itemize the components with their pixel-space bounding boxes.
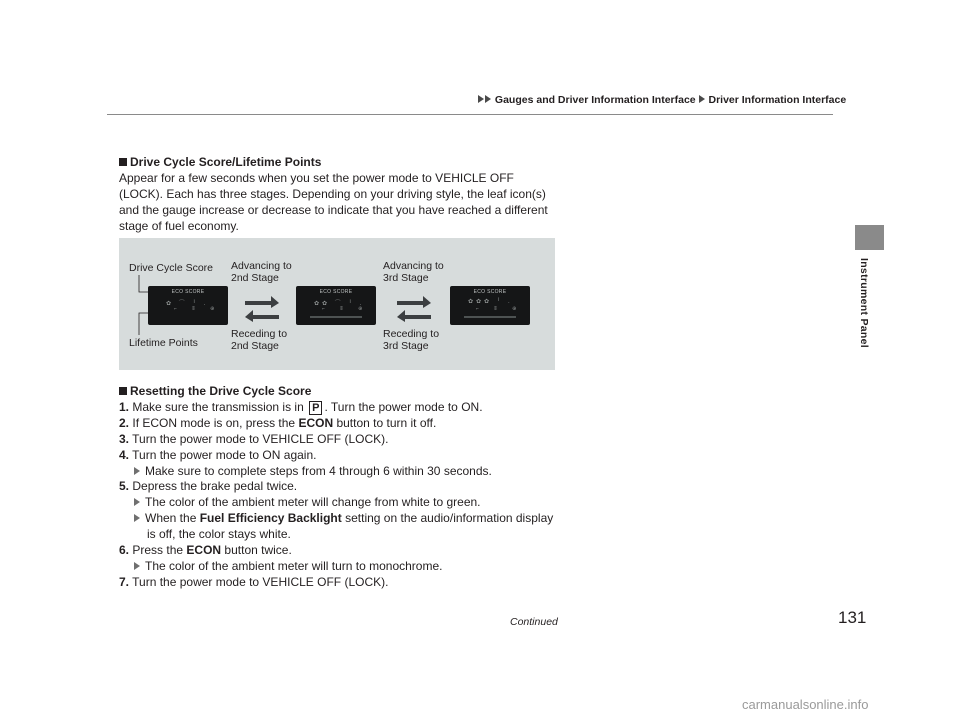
section-heading xyxy=(119,155,559,171)
breadcrumb-part-1[interactable]: Gauges and Driver Information Interface xyxy=(494,94,696,106)
breadcrumb xyxy=(478,94,846,106)
step-5-note-2-cont: is off, the color stays white. xyxy=(147,527,291,542)
gauge-icons: ⌐ ʬ ⊕ xyxy=(476,306,524,312)
park-key-icon: P xyxy=(309,401,322,415)
page-number: 131 xyxy=(838,608,867,627)
eco-score-figure xyxy=(119,238,555,370)
section-heading-text: Resetting the Drive Cycle Score xyxy=(130,384,312,398)
note-arrow-icon xyxy=(134,562,140,570)
screen-title: ECO SCORE xyxy=(171,289,205,295)
section-heading-text: Drive Cycle Score/Lifetime Points xyxy=(130,155,322,169)
section-heading xyxy=(119,384,589,400)
label-advancing-3rd: Advancing to 3rd Stage xyxy=(383,260,444,284)
breadcrumb-part-2[interactable]: Driver Information Interface xyxy=(708,94,847,106)
gauge-icons: ⌐ ʬ ⊕ xyxy=(174,306,222,312)
gauge-bar xyxy=(310,316,362,318)
setting-name: Fuel Efficiency Backlight xyxy=(199,511,342,526)
square-bullet-icon xyxy=(119,158,127,166)
step-5-note-2: When the Fuel Efficiency Backlight setting on the audio/information display xyxy=(119,511,589,527)
breadcrumb-arrow-icon xyxy=(485,95,491,103)
gauge-bar xyxy=(464,316,516,318)
note-arrow-icon xyxy=(134,514,140,522)
step-5: 5. Depress the brake pedal twice. xyxy=(119,479,298,494)
label-drive-cycle-score: Drive Cycle Score xyxy=(129,262,214,274)
screen-title: ECO SCORE xyxy=(319,289,353,295)
gauge-icons: ⌐ ʬ ⊕ xyxy=(322,306,370,312)
step-2: 2. If ECON mode is on, press the ECON button to turn it off. xyxy=(119,415,437,430)
step-6: 6. Press the ECON button twice. xyxy=(119,543,292,558)
step-1: 1. Make sure the transmission is in P . Turn the power mode to ON. xyxy=(119,399,483,414)
reset-section xyxy=(119,384,589,591)
label-lifetime-points: Lifetime Points xyxy=(129,337,198,349)
swap-arrows-icon xyxy=(243,294,281,322)
square-bullet-icon xyxy=(119,387,127,395)
label-receding-2nd: Receding to 2nd Stage xyxy=(231,328,288,352)
screen-title: ECO SCORE xyxy=(473,289,507,295)
econ-button-name: ECON xyxy=(186,543,222,558)
drive-cycle-section xyxy=(119,155,559,235)
step-4-note: Make sure to complete steps from 4 through 6 within 30 seconds. xyxy=(119,464,589,480)
leaf-icons: ✿✿✿ ╵ . xyxy=(468,299,513,305)
note-arrow-icon xyxy=(134,498,140,506)
header-rule xyxy=(107,114,833,115)
step-7: 7. Turn the power mode to VEHICLE OFF (LOCK). xyxy=(119,574,389,589)
label-receding-3rd: Receding to 3rd Stage xyxy=(383,328,440,352)
breadcrumb-arrow-icon xyxy=(478,95,484,103)
label-advancing-2nd: Advancing to 2nd Stage xyxy=(231,260,292,284)
chapter-tab-label: Instrument Panel xyxy=(858,258,870,348)
leaf-icons: ✿✿ ⌒ ╵ . xyxy=(314,301,365,307)
step-4: 4. Turn the power mode to ON again. xyxy=(119,447,317,462)
note-arrow-icon xyxy=(134,467,140,475)
eco-score-screen-stage-3 xyxy=(450,286,530,325)
continued-label: Continued xyxy=(510,616,558,628)
step-6-note: The color of the ambient meter will turn to monochrome. xyxy=(119,559,589,575)
section-body: Appear for a few seconds when you set the power mode to VEHICLE OFF (LOCK). Each has three stages. Depending on your driving style, the leaf icon(s) and the gauge increase or decrease to indicate that you have reached a different stage of fuel economy. xyxy=(119,170,548,233)
swap-arrows-icon xyxy=(395,294,433,322)
leaf-icons: ✿ ⌒ ╵ . xyxy=(166,301,209,307)
eco-score-screen-stage-1 xyxy=(148,286,228,325)
watermark: carmanualsonline.info xyxy=(742,697,869,712)
step-5-note-1: The color of the ambient meter will change from white to green. xyxy=(119,495,589,511)
step-3: 3. Turn the power mode to VEHICLE OFF (LOCK). xyxy=(119,431,389,446)
breadcrumb-arrow-icon xyxy=(699,95,705,103)
eco-score-screen-stage-2 xyxy=(296,286,376,325)
chapter-tab-marker xyxy=(855,225,884,250)
econ-button-name: ECON xyxy=(298,415,334,430)
